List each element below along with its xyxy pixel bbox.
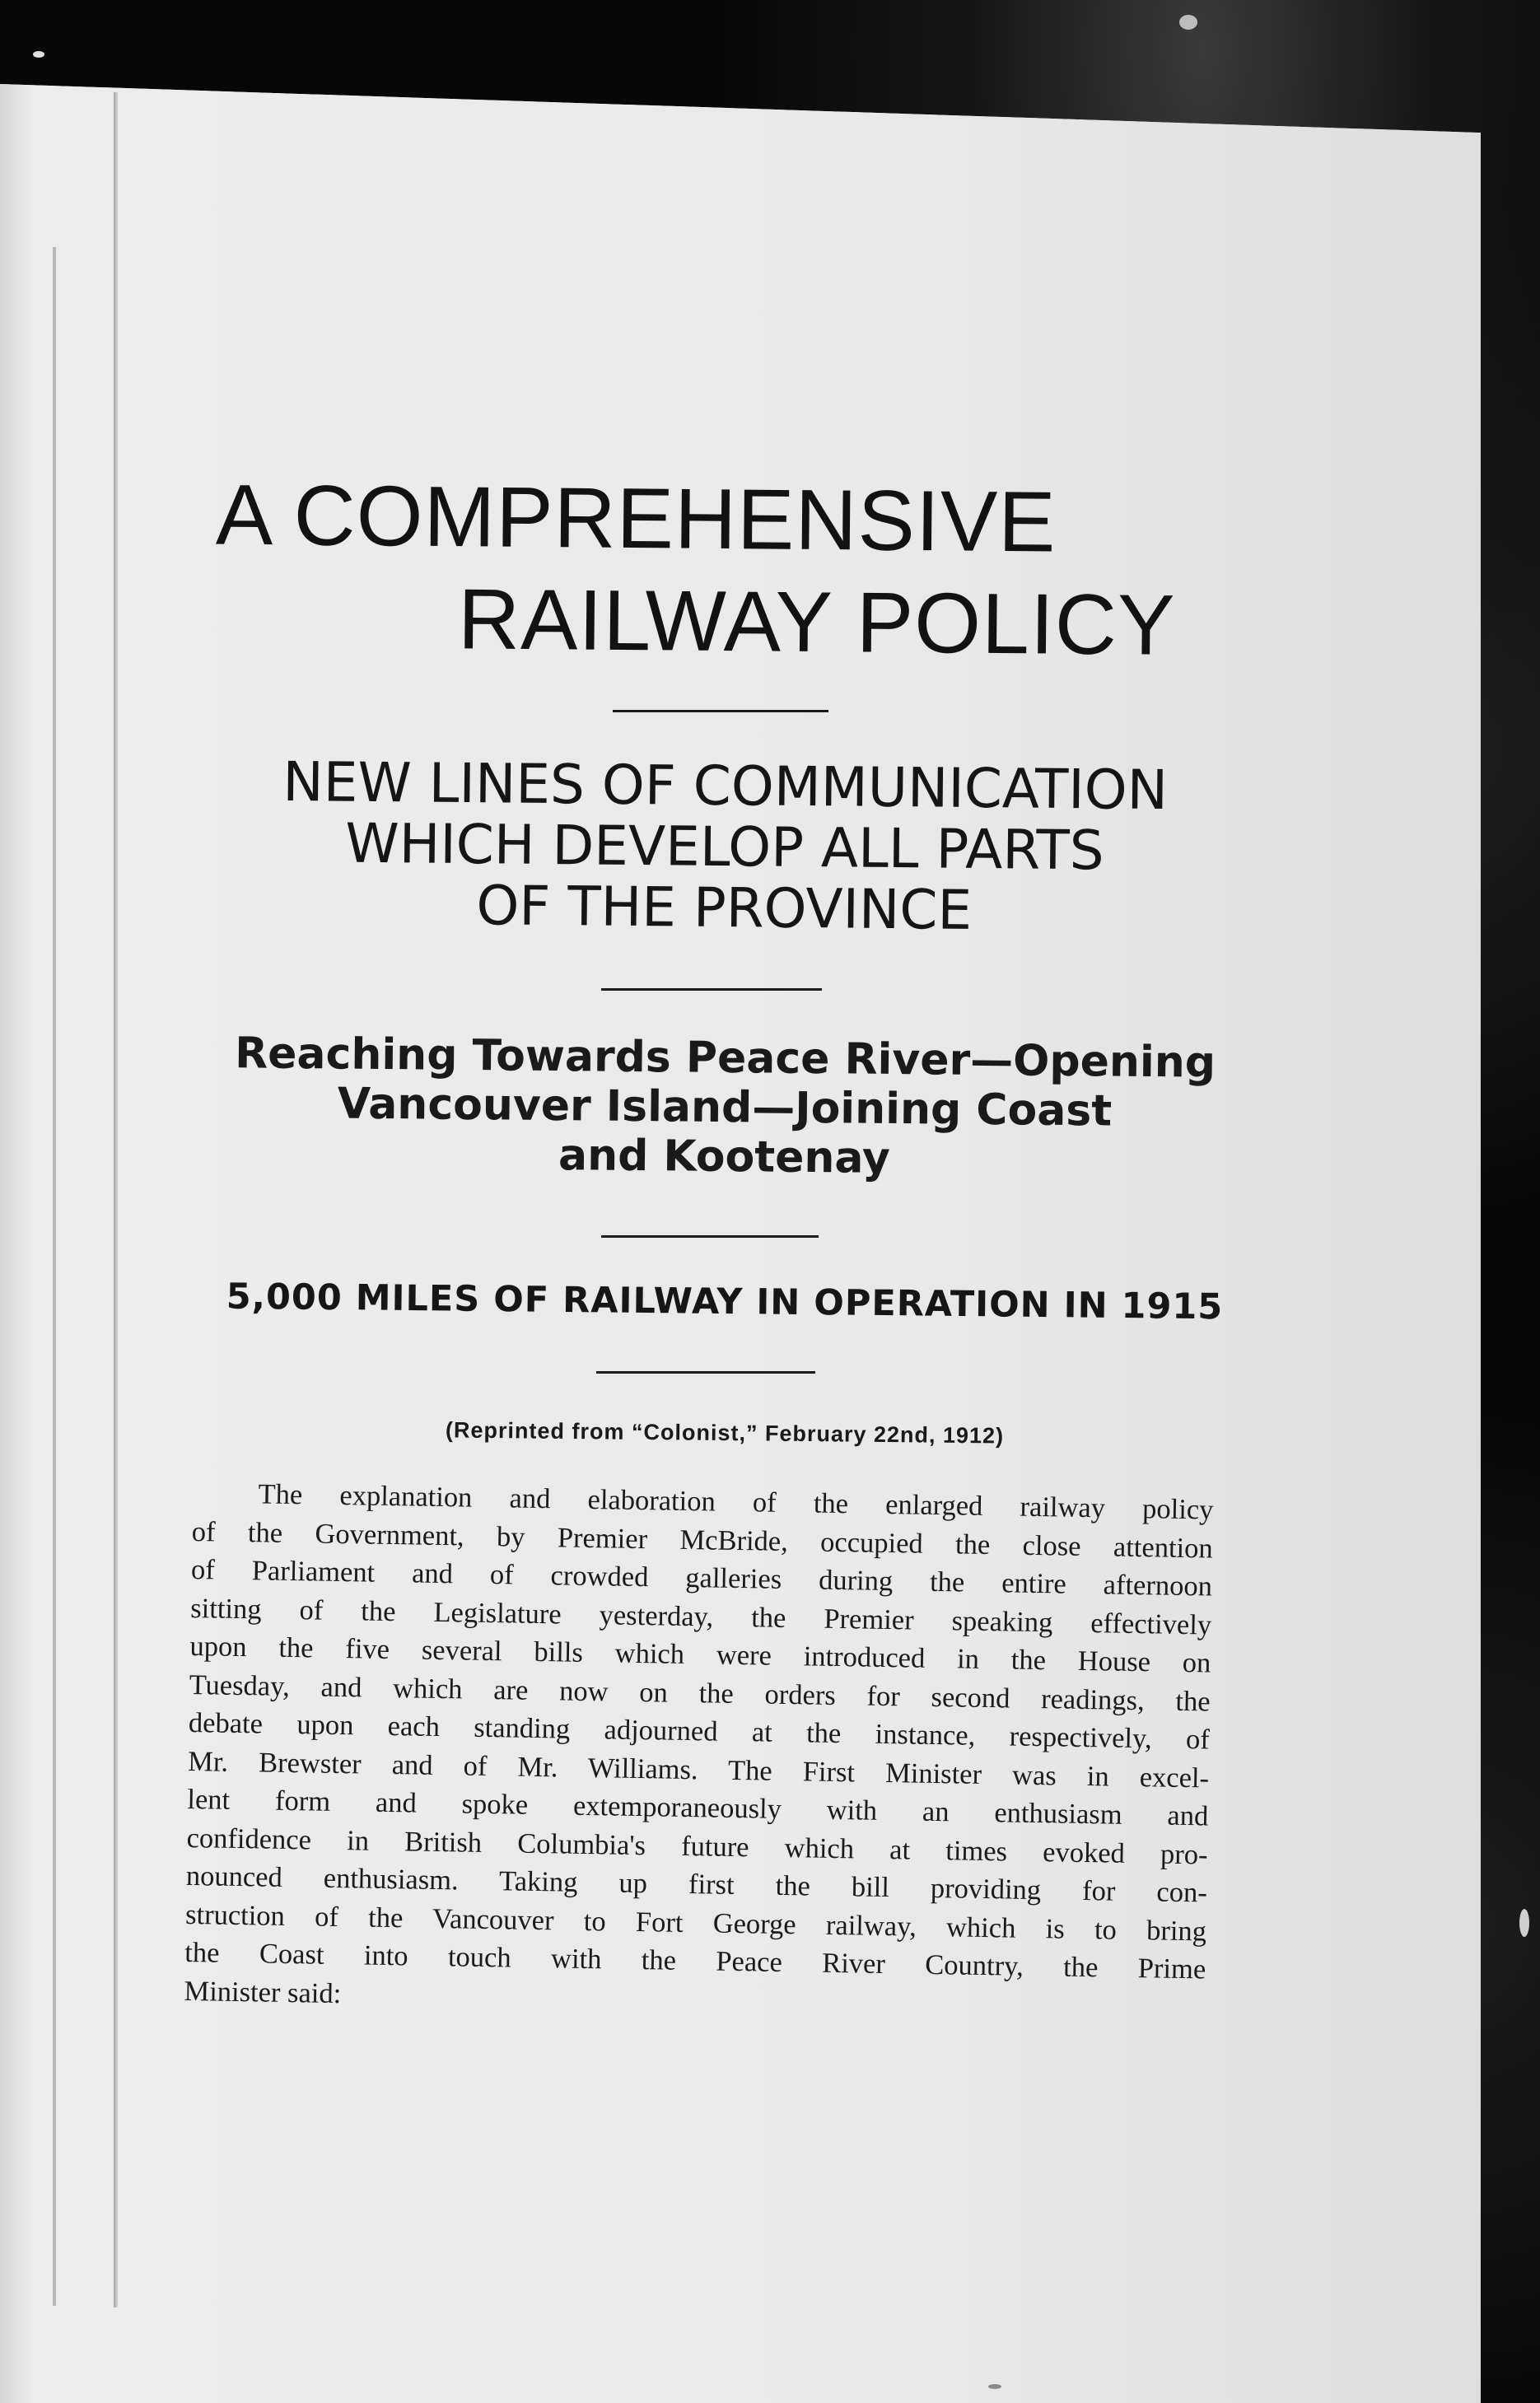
title-line-1: A COMPREHENSIVE [215, 467, 1057, 571]
body-paragraph [184, 1474, 1214, 2027]
subheading [205, 751, 1244, 944]
deck-heading [205, 1029, 1244, 1187]
subheading-line: NEW LINES OF COMMUNICATION [282, 749, 1169, 823]
scan-speck [1179, 15, 1197, 30]
divider-rule [601, 1235, 819, 1238]
body-line: confidence in British Columbia's future which at times evoked pro- [186, 1822, 1208, 1870]
reprint-note: (Reprinted from “Colonist,” February 22nd, 1912) [445, 1417, 1005, 1449]
body-line: Tuesday, and which are now on the orders for second readings, the [189, 1668, 1211, 1718]
title-line-2: RAILWAY POLICY [457, 572, 1176, 674]
body-line: Minister said: [184, 1975, 342, 2009]
scan-speck [33, 51, 44, 58]
deck-line: Reaching Towards Peace River—Opening [234, 1029, 1216, 1088]
body-line: sitting of the Legislature yesterday, the Premier speaking effectively [189, 1592, 1212, 1641]
body-line: the Coast into touch with the Peace River Country, the Prime [184, 1936, 1206, 1985]
subheading-line: OF THE PROVINCE [476, 874, 973, 942]
divider-rule [613, 710, 828, 712]
body-line: debate upon each standing adjourned at the instance, respectively, of [188, 1706, 1211, 1756]
scan-speck [1519, 1909, 1529, 1937]
body-line: of Parliament and of crowded galleries during the entire afternoon [190, 1553, 1213, 1603]
body-line: The explanation and elaboration of the enlarged railway policy [258, 1478, 1214, 1526]
body-line: lent form and spoke extemporaneously with an enthusiasm and [187, 1783, 1209, 1832]
scan-speck [988, 2384, 1001, 2389]
subheading-line: WHICH DEVELOP ALL PARTS [345, 811, 1104, 883]
divider-rule [601, 988, 822, 991]
body-line: Mr. Brewster and of Mr. Williams. The First Minister was in excel- [187, 1745, 1210, 1794]
miles-heading: 5,000 MILES OF RAILWAY IN OPERATION IN 1915 [226, 1276, 1224, 1328]
body-line: struction of the Vancouver to Fort George railway, which is to bring [184, 1898, 1207, 1947]
deck-line: and Kootenay [558, 1131, 891, 1183]
body-line: upon the five several bills which were introduced in the House on [189, 1630, 1211, 1679]
deck-line: Vancouver Island—Joining Coast [337, 1079, 1113, 1136]
body-line: nounced enthusiasm. Taking up first the bill providing for con- [185, 1859, 1208, 1909]
body-line: of the Government, by Premier McBride, occupied the close attention [191, 1515, 1213, 1565]
divider-rule [596, 1371, 815, 1374]
